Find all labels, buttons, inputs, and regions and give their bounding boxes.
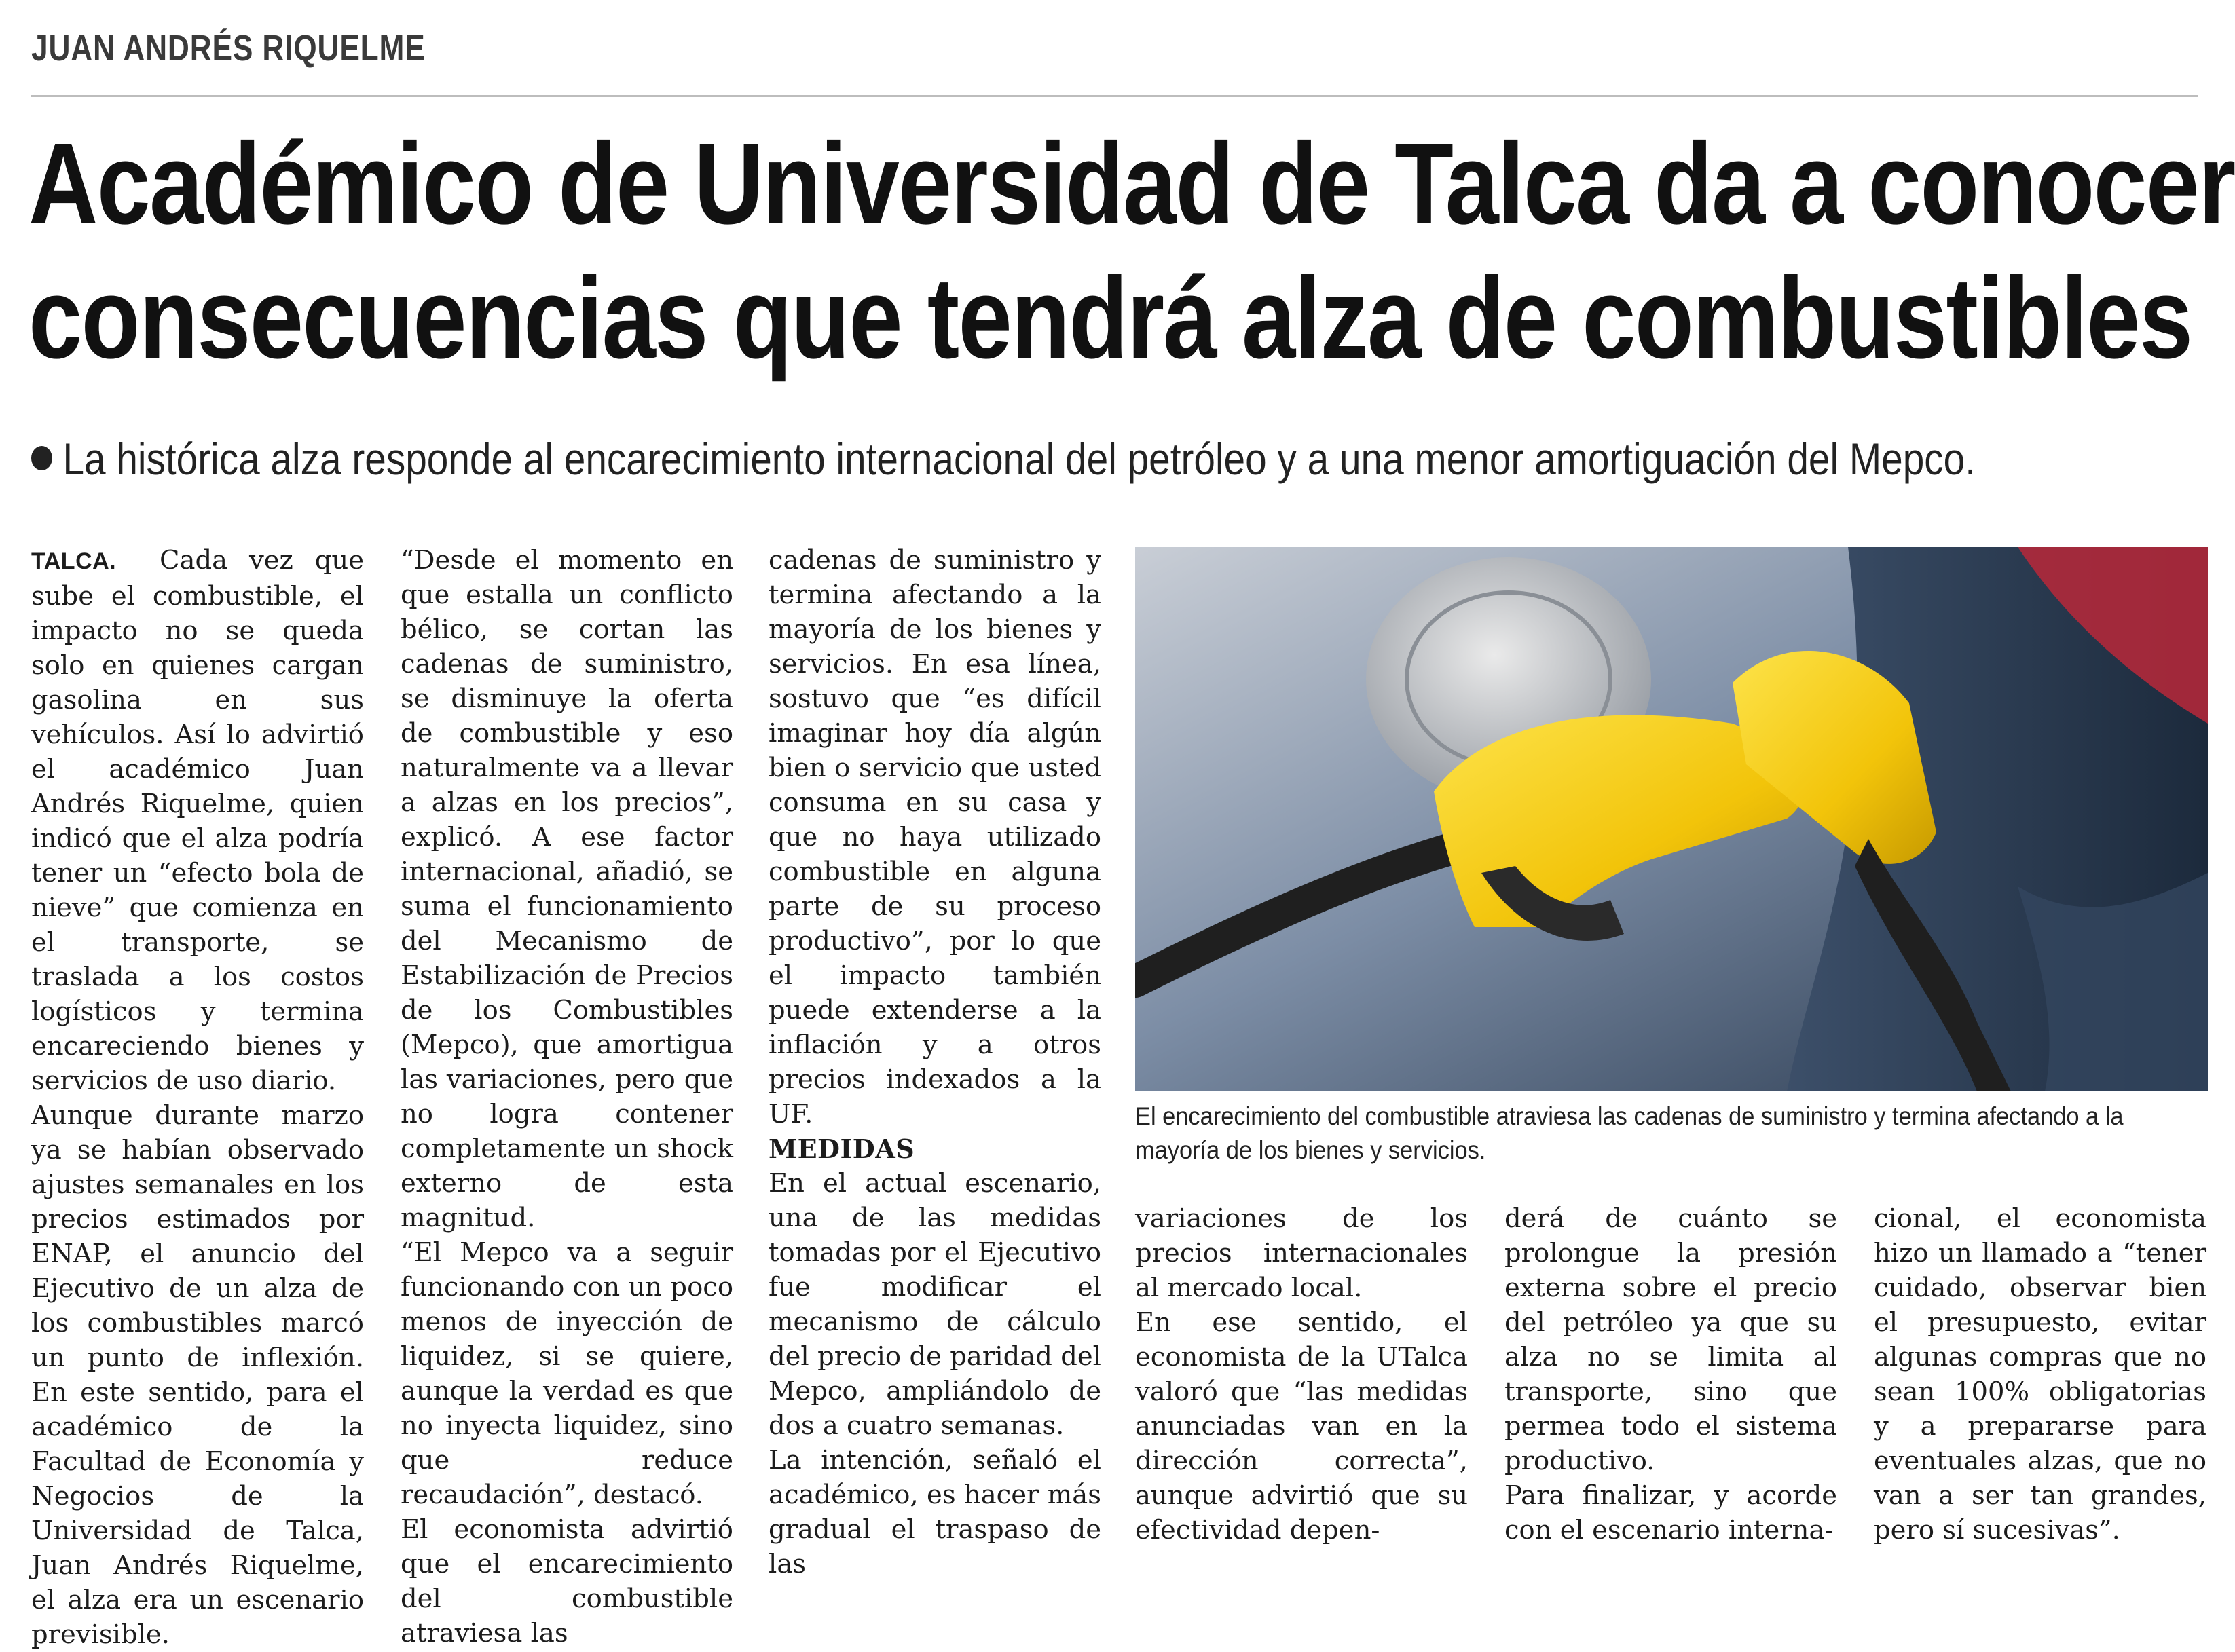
paragraph: cional, el economista hizo un llamado a “tener cuidado, observar bien el presupuesto, evitar algunas compras que no sean 100% obligatorias y a prepararse para eventuales alzas, que no van a ser tan grandes, pero sí sucesivas”. (1874, 1203, 2206, 1545)
paragraph: En el actual escenario, una de las medidas tomadas por el Ejecutivo fue modificar el mecanismo de cálculo del precio de paridad del Mepco, ampliándolo de dos a cuatro semanas. (769, 1168, 1101, 1441)
byline: JUAN ANDRÉS RIQUELME (31, 28, 426, 69)
top-rule (31, 95, 2198, 97)
headline-line-1: Académico de Universidad de Talca da a conocer (29, 119, 2235, 248)
headline (29, 117, 2235, 386)
article-column-4 (1135, 1201, 1468, 1547)
paragraph: Aunque durante marzo ya se habían observado ajustes semanales en los precios estimados por ENAP, el anuncio del Ejecutivo de un alza de los combustibles marcó un punto de inflexión. En este sentido, para el académico de la Facultad de Economía y Negocios de la Universidad de Talca, Juan Andrés Riquelme, el alza era un escenario previsible. (31, 1100, 364, 1650)
article-column-3 (769, 543, 1101, 1581)
article-column-6 (1874, 1201, 2206, 1547)
paragraph: “Desde el momento en que estalla un conflicto bélico, se cortan las cadenas de suministro, se disminuye la oferta de combustible y eso naturalmente va a llevar a alzas en los precios”, explicó. A ese factor internacional, añadió, se suma el funcionamiento del Mecanismo de Estabilización de Precios de los Combustibles (Mepco), que amortigua las variaciones, pero que no logra contener completamente un shock externo de esta magnitud. (401, 545, 733, 1233)
bullet-icon (31, 446, 52, 470)
article-column-5 (1504, 1201, 1837, 1547)
article-column-2 (401, 543, 733, 1651)
subheading: MEDIDAS (769, 1133, 915, 1164)
paragraph: Para finalizar, y acorde con el escenario interna- (1504, 1480, 1837, 1545)
article-column-1 (31, 543, 364, 1652)
fuel-nozzle-illustration (1135, 547, 2208, 1091)
paragraph (31, 543, 364, 1098)
paragraph-text: Cada vez que sube el combustible, el impacto no se queda solo en quienes cargan gasolina en sus vehículos. Así lo advirtió el académico Juan Andrés Riquelme, quien indicó que el alza podría tener un “efecto bola de nieve” que comienza en el transporte, se traslada a los costos logísticos y termina encareciendo bienes y servicios de uso diario. (31, 545, 364, 1096)
paragraph: La intención, señaló el académico, es hacer más gradual el traspaso de las (769, 1445, 1101, 1579)
paragraph: En ese sentido, el economista de la UTalca valoró que “las medidas anunciadas van en la dirección correcta”, aunque advirtió que su efectividad depen- (1135, 1307, 1468, 1545)
dateline: TALCA. (31, 548, 117, 574)
paragraph: derá de cuánto se prolongue la presión externa sobre el precio del petróleo ya que su alza no se limita al transporte, sino que permea todo el sistema productivo. (1504, 1203, 1837, 1476)
photo-caption: El encarecimiento del combustible atraviesa las cadenas de suministro y termina afectando a la mayoría de los bienes y servicios. (1135, 1102, 2124, 1164)
paragraph: cadenas de suministro y termina afectando a la mayoría de los bienes y servicios. En esa línea, sostuvo que “es difícil imaginar hoy día algún bien o servicio que usted consuma en su casa y que no haya utilizado combustible en alguna parte de su proceso productivo”, por lo que el impacto también puede extenderse a la inflación y a otros precios indexados a la UF. (769, 545, 1101, 1129)
paragraph: El economista advirtió que el encarecimiento del combustible atraviesa las (401, 1514, 733, 1649)
fuel-nozzle-photo (1135, 547, 2208, 1091)
headline-line-2: consecuencias que tendrá alza de combustibles (29, 254, 2192, 383)
paragraph: variaciones de los precios internacionales al mercado local. (1135, 1203, 1468, 1303)
paragraph: “El Mepco va a seguir funcionando con un poco menos de inyección de liquidez, si se quiere, aunque la verdad es que no inyecta liquidez, sino que reduce recaudación”, destacó. (401, 1237, 733, 1510)
deck (31, 433, 1976, 485)
deck-text: La histórica alza responde al encarecimiento internacional del petróleo y a una menor amortiguación del Mepco. (62, 434, 1976, 484)
